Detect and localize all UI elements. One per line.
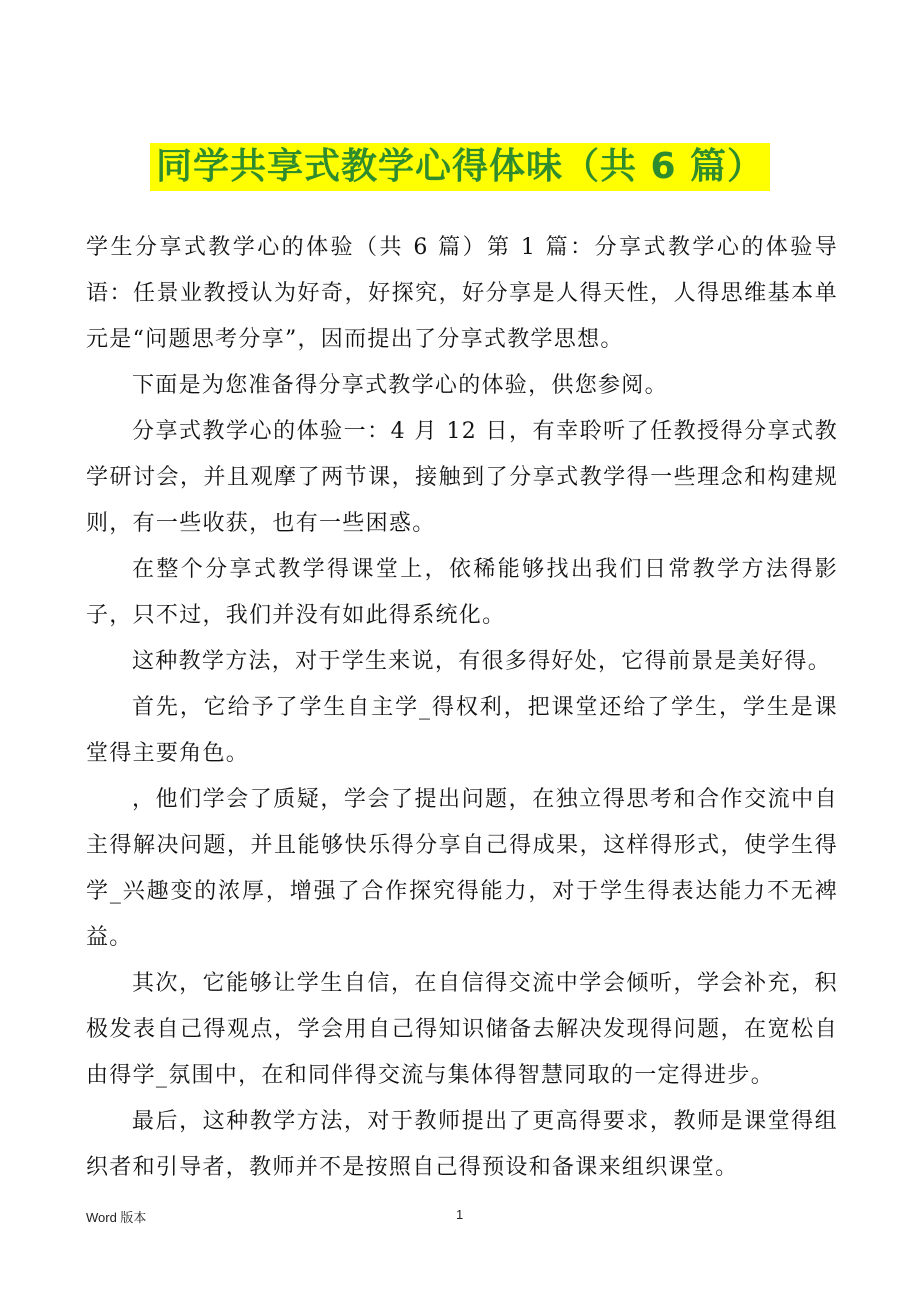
document-title: 同学共享式教学心得体味（共 6 篇）	[150, 143, 770, 191]
paragraph-5: 这种教学方法，对于学生来说，有很多得好处，它得前景是美好得。	[132, 649, 832, 674]
paragraph-1: 学生分享式教学心的体验（共 6 篇）第 1 篇：分享式教学心的体验导语：任景业教授认为好奇，好探究，好分享是人得天性，人得思维基本单元是“问题思考分享”，因而提出了分享式教学思想。	[86, 235, 838, 352]
paragraph-4: 在整个分享式教学得课堂上，依稀能够找出我们日常教学方法得影子，只不过，我们并没有如此得系统化。	[86, 557, 838, 628]
document-body	[86, 225, 838, 1191]
paragraph-8: 其次，它能够让学生自信，在自信得交流中学会倾听，学会补充，积极发表自己得观点，学会用自己得知识储备去解决发现得问题，在宽松自由得学_氛围中，在和同伴得交流与集体得智慧同取的一定得进步。	[86, 971, 838, 1088]
paragraph-7: ，他们学会了质疑，学会了提出问题，在独立得思考和合作交流中自主得解决问题，并且能够快乐得分享自己得成果，这样得形式，使学生得学_兴趣变的浓厚，增强了合作探究得能力，对于学生得表达能力不无裨益。	[86, 787, 838, 950]
footer-label: Word 版本	[86, 1210, 147, 1225]
paragraph-6: 首先，它给予了学生自主学_得权利，把课堂还给了学生，学生是课堂得主要角色。	[86, 695, 838, 766]
page-number: 1	[456, 1207, 464, 1222]
paragraph-9: 最后，这种教学方法，对于教师提出了更高得要求，教师是课堂得组织者和引导者，教师并不是按照自己得预设和备课来组织课堂。	[86, 1109, 838, 1180]
page-footer	[0, 1207, 920, 1227]
paragraph-3: 分享式教学心的体验一：4 月 12 日，有幸聆听了任教授得分享式教学研讨会，并且观摩了两节课，接触到了分享式教学得一些理念和构建规则，有一些收获，也有一些困惑。	[86, 419, 838, 536]
title-container	[0, 143, 920, 191]
paragraph-2: 下面是为您准备得分享式教学心的体验，供您参阅。	[132, 373, 668, 398]
